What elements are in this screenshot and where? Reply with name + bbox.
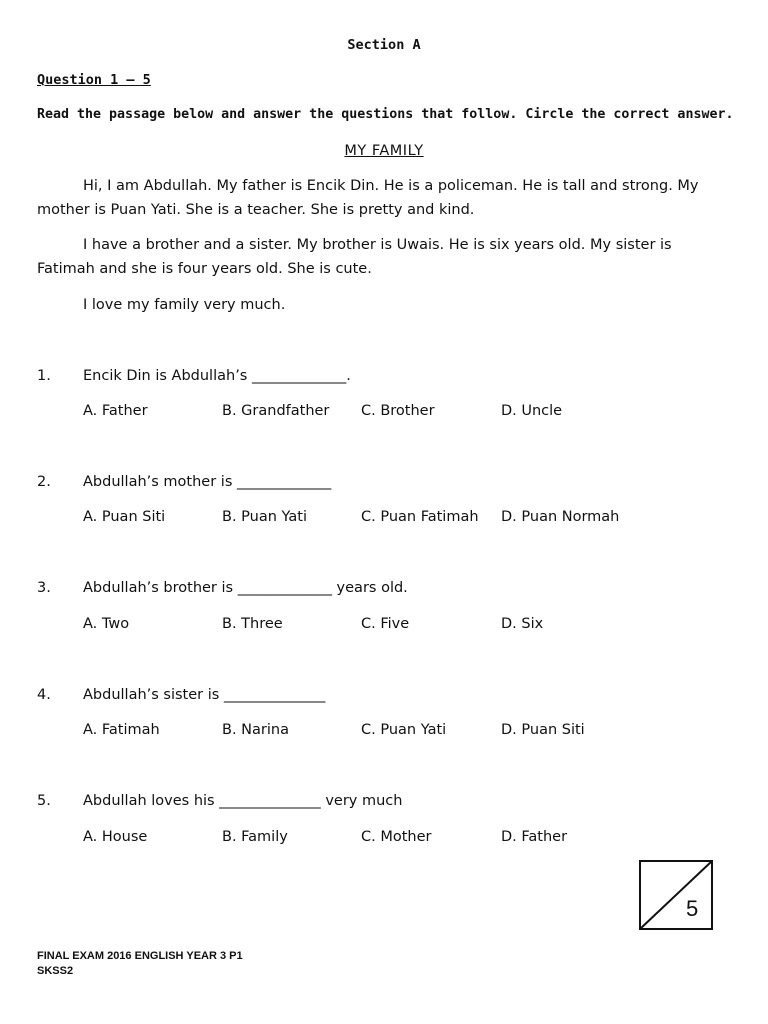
option-d[interactable]: D. Six — [501, 616, 544, 632]
score-box-diagonal — [640, 861, 712, 929]
option-b[interactable]: B. Family — [222, 829, 288, 845]
option-c[interactable]: C. Puan Fatimah — [361, 509, 479, 525]
question-number: 1. — [37, 368, 51, 384]
question-number: 5. — [37, 793, 51, 809]
question-number: 3. — [37, 580, 51, 596]
footer-exam-title: FINAL EXAM 2016 ENGLISH YEAR 3 P1 — [37, 950, 243, 962]
option-b[interactable]: B. Three — [222, 616, 283, 632]
question-text: Abdullah’s sister is ______________ — [83, 687, 326, 703]
score-total: 5 — [686, 896, 699, 921]
question-text: Abdullah’s brother is _____________ years old. — [83, 580, 408, 596]
question-text: Abdullah’s mother is _____________ — [83, 474, 332, 490]
option-c[interactable]: C. Five — [361, 616, 410, 632]
question-number: 4. — [37, 687, 51, 703]
option-d[interactable]: D. Father — [501, 829, 568, 845]
option-a[interactable]: A. Puan Siti — [83, 509, 166, 525]
option-d[interactable]: D. Puan Siti — [501, 722, 585, 738]
option-a[interactable]: A. Father — [83, 403, 148, 419]
passage-paragraph — [37, 174, 707, 222]
option-a[interactable]: A. House — [83, 829, 148, 845]
instructions: Read the passage below and answer the questions that follow. Circle the correct answer. — [37, 107, 734, 122]
score-box — [639, 860, 713, 930]
passage-paragraph-text: I love my family very much. — [83, 297, 286, 313]
passage-paragraph-text: Hi, I am Abdullah. My father is Encik Din. He is a policeman. He is tall and strong. My mother is Puan Yati. She is a teacher. She is pretty and kind. — [37, 178, 699, 218]
section-title: Section A — [347, 37, 421, 53]
option-b[interactable]: B. Narina — [222, 722, 289, 738]
option-c[interactable]: C. Puan Yati — [361, 722, 447, 738]
option-b[interactable]: B. Puan Yati — [222, 509, 307, 525]
question-text: Encik Din is Abdullah’s _____________. — [83, 368, 351, 384]
passage-paragraph — [37, 233, 707, 281]
option-d[interactable]: D. Uncle — [501, 403, 563, 419]
option-d[interactable]: D. Puan Normah — [501, 509, 620, 525]
passage-paragraph-text: I have a brother and a sister. My brother is Uwais. He is six years old. My sister is Fatimah and she is four years old. She is cute. — [37, 237, 672, 277]
footer-school-code: SKSS2 — [37, 965, 74, 977]
option-b[interactable]: B. Grandfather — [222, 403, 330, 419]
option-c[interactable]: C. Brother — [361, 403, 435, 419]
passage-title: MY FAMILY — [344, 143, 424, 159]
option-a[interactable]: A. Fatimah — [83, 722, 160, 738]
passage-paragraph — [37, 293, 707, 317]
option-c[interactable]: C. Mother — [361, 829, 432, 845]
question-number: 2. — [37, 474, 51, 490]
question-range: Question 1 – 5 — [37, 72, 151, 88]
question-text: Abdullah loves his ______________ very much — [83, 793, 403, 809]
option-a[interactable]: A. Two — [83, 616, 130, 632]
